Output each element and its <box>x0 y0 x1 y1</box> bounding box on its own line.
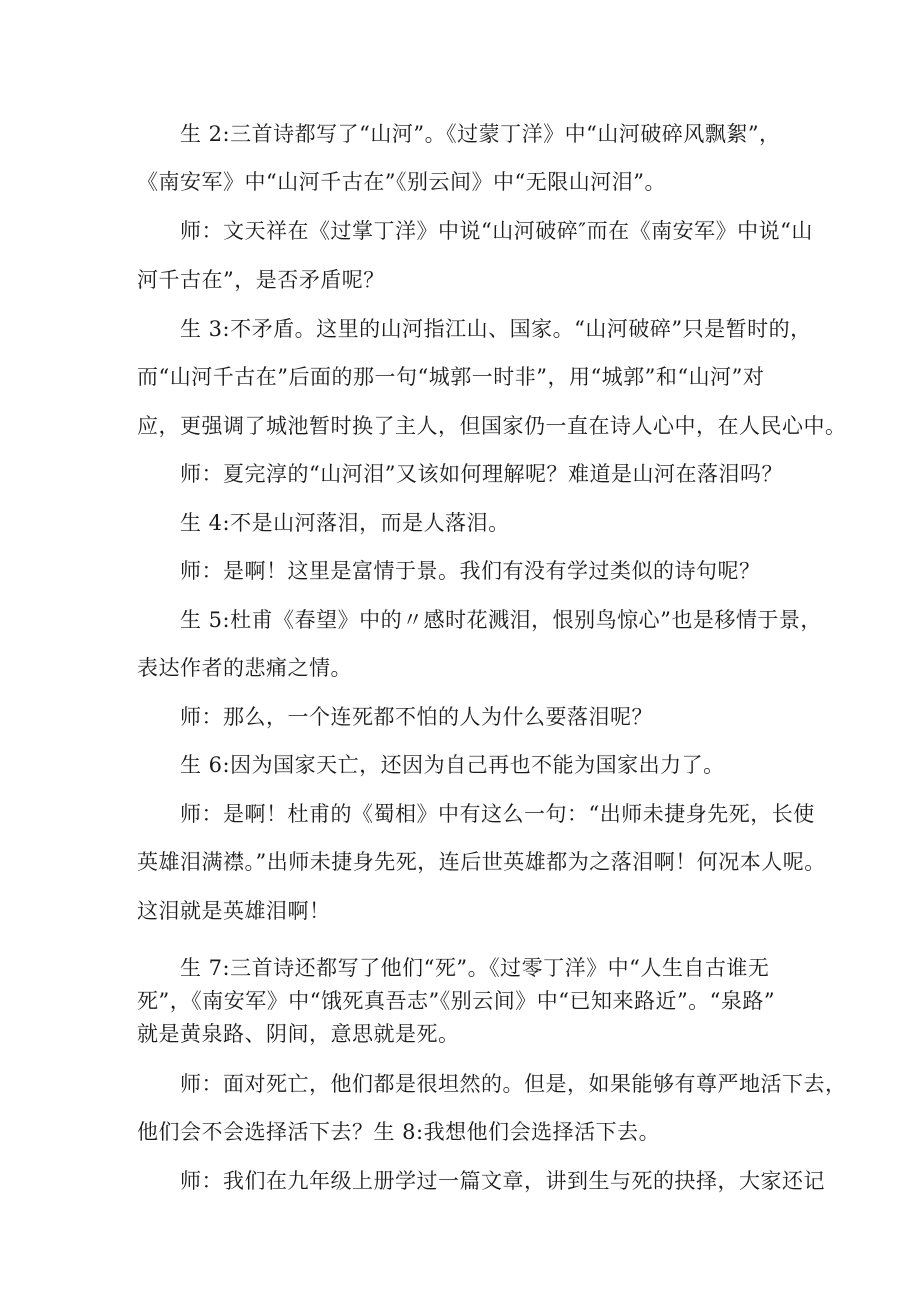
text-line: 师：那么，一个连死都不怕的人为什么要落泪呢？ <box>180 705 653 729</box>
text-line: 表达作者的悲痛之情。 <box>137 656 352 680</box>
text-line: 师：文天祥在《过掌丁洋》中说“山河破碎″而在《南安军》中说“山 <box>180 219 813 243</box>
text-line: 生 5:杜甫《春望》中的〃感时花溅泪，恨别鸟惊心”也是移情于景， <box>180 608 822 632</box>
text-line: 而“山河千古在”后面的那一句“城郭一时非”，用“城郭”和“山河”对 <box>137 365 765 389</box>
text-line: 师：是啊！杜甫的《蜀相》中有这么一句：“出师未捷身先死，长使 <box>180 802 815 826</box>
text-line: 生 6:因为国家天亡，还因为自己再也不能为国家出力了。 <box>180 753 725 777</box>
text-line: 这泪就是英雄泪啊！ <box>137 899 331 923</box>
text-line: 生 4:不是山河落泪，而是人落泪。 <box>180 511 510 535</box>
text-line: 师：夏完淳的“山河泪”又该如何理解呢？难道是山河在落泪吗？ <box>180 462 783 486</box>
text-line: 《南安军》中“山河千古在”《别云间》中“无限山河泪”。 <box>137 170 666 194</box>
text-line: 英雄泪满襟。”出师未捷身先死，连后世英雄都为之落泪啊！何况本人呢。 <box>137 850 826 874</box>
text-line: 师：我们在九年级上册学过一篇文章，讲到生与死的抉择，大家还记 <box>180 1169 825 1193</box>
text-line: 生 3:不矛盾。这里的山河指江山、国家。“山河破碎”只是暂时的， <box>180 317 812 341</box>
text-line: 应，更强调了城池暂时换了主人，但国家仍一直在诗人心中，在人民心中。 <box>137 414 847 438</box>
text-line: 生 2:三首诗都写了“山河”。《过蒙丁洋》中“山河破碎风飘絮”， <box>180 122 781 146</box>
text-line: 生 7:三首诗还都写了他们“死”。《过零丁洋》中“人生自古谁无 <box>180 956 770 980</box>
text-line: 死”，《南安军》中“饿死真吾志”《别云间》中“已知来路近”。“泉路” <box>137 989 776 1013</box>
text-line: 他们会不会选择活下去？生 8:我想他们会选择活下去。 <box>137 1120 661 1144</box>
text-line: 河千古在”，是否矛盾呢？ <box>137 268 385 292</box>
text-line: 师：是啊！这里是富情于景。我们有没有学过类似的诗句呢？ <box>180 559 761 583</box>
text-line: 就是黄泉路、阴间，意思就是死。 <box>137 1022 460 1046</box>
text-line: 师：面对死亡，他们都是很坦然的。但是，如果能够有尊严地活下去， <box>180 1072 847 1096</box>
